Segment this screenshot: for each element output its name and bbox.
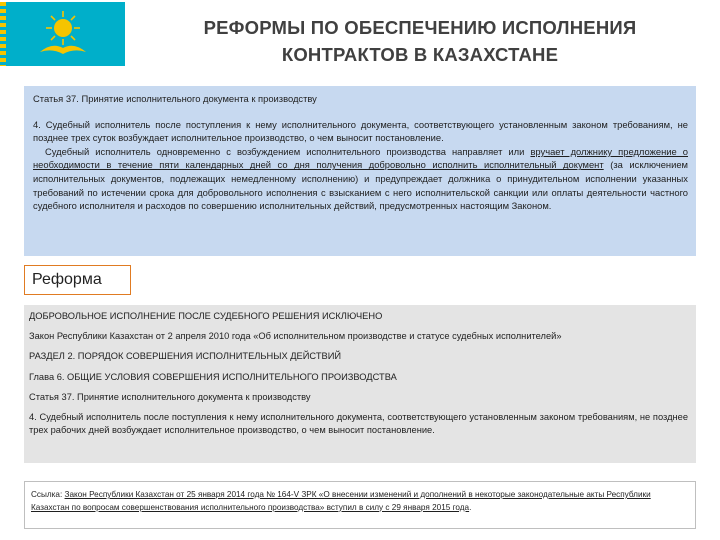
article-p2-underlined: вручает должнику предложение о необходимости в течение пяти календарных дней со дня получения добровольно исполнить исполнительный документ [33,145,688,171]
previous-law-box [24,86,696,256]
page-title [160,14,680,68]
reference-prefix: Ссылка: [31,490,65,499]
flag-ornament [0,2,6,66]
reform-line-6: 4. Судебный исполнитель после поступления к нему исполнительного документа, соответствующего установленным законом требованиям, не позднее трех рабочих дней возбуждает исполнительное производство, о чем выносит постановление. [29,411,688,435]
reference-link[interactable]: Закон Республики Казахстан от 25 января 2014 года № 164-V ЗРК «О внесении изменений и дополнений в некоторые законодательные акты Республики Казахстан по вопросам совершенствования исполнительного производства» вступил в силу с 29 января 2015 года [31,490,651,512]
article-p2-after: (за исключением исполнительных документов, подлежащих немедленному исполнению) и предупреждает должника о принудительном исполнении указанных требований по истечении срока для добровольного исполнения с взысканием с него исполнительской санкции или оплаты деятельности частного судебного исполнителя и расходов по совершению исполнительных действий, предусмотренных настоящим Законом. [33,159,688,212]
sun-eagle-emblem-icon [28,8,98,62]
reference-box [24,481,696,529]
reform-line-1: ДОБРОВОЛЬНОЕ ИСПОЛНЕНИЕ ПОСЛЕ СУДЕБНОГО РЕШЕНИЯ ИСКЛЮЧЕНО [29,311,383,321]
reform-line-5: Статья 37. Принятие исполнительного документа к производству [29,391,311,402]
article-paragraph-1: 4. Судебный исполнитель после поступления к нему исполнительного документа, соответствующего установленным законом требованиям, не позднее трех суток возбуждает исполнительное производство, о чем выносит постановление. [33,118,688,144]
reform-label: Реформа [24,265,131,295]
article-paragraph-2 [33,145,688,213]
reform-line-4: Глава 6. ОБЩИЕ УСЛОВИЯ СОВЕРШЕНИЯ ИСПОЛНИТЕЛЬНОГО ПРОИЗВОДСТВА [29,371,397,382]
reform-box [24,305,696,463]
reference-suffix: . [469,502,472,512]
article-p2-before: Судебный исполнитель одновременно с возбуждением исполнительного производства направляет или [45,145,531,157]
page-title-line1: РЕФОРМЫ ПО ОБЕСПЕЧЕНИЮ ИСПОЛНЕНИЯ [203,17,637,38]
reform-line-3: РАЗДЕЛ 2. ПОРЯДОК СОВЕРШЕНИЯ ИСПОЛНИТЕЛЬНЫХ ДЕЙСТВИЙ [29,351,342,362]
kazakhstan-flag-icon [0,2,125,66]
article-heading: Статья 37. Принятие исполнительного документа к производству [33,93,317,104]
page-title-line2: КОНТРАКТОВ В КАЗАХСТАНЕ [281,44,559,65]
reform-line-2: Закон Республики Казахстан от 2 апреля 2010 года «Об исполнительном производстве и статусе судебных исполнителей» [29,331,562,342]
